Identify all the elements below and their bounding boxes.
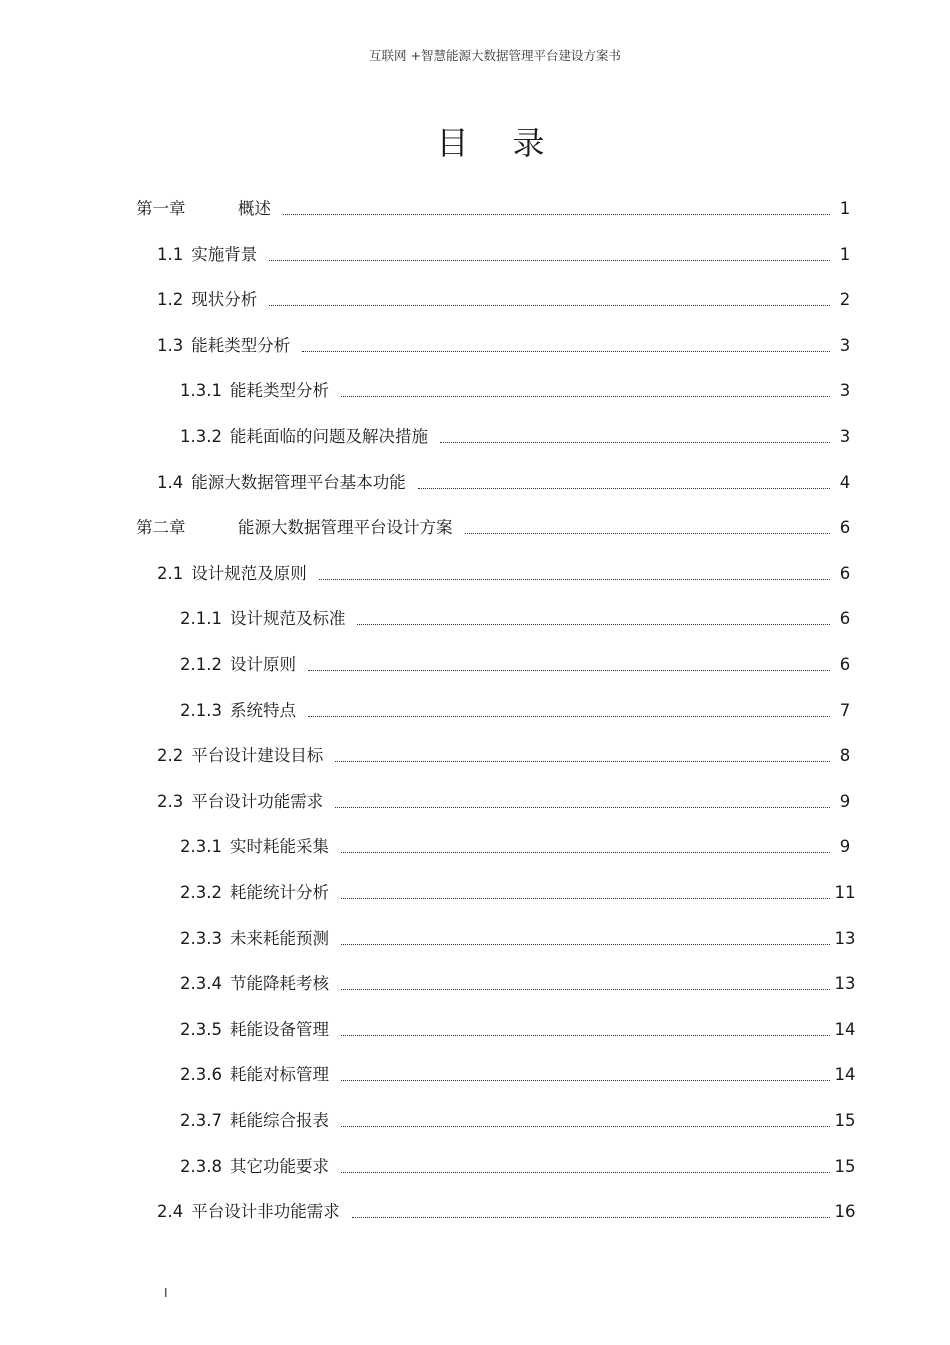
toc-dot-leader (341, 851, 830, 853)
toc-entry-number: 2.3.8 (180, 1157, 222, 1176)
toc-entry[interactable] (180, 698, 856, 722)
toc-entry-text: 未来耗能预测 (229, 929, 329, 948)
toc-entry-text: 耗能设备管理 (229, 1020, 329, 1039)
toc-entry[interactable] (180, 424, 856, 448)
toc-title: 目录 (436, 124, 589, 162)
toc-entry-label (180, 608, 345, 630)
toc-dot-leader (352, 1216, 830, 1218)
toc-entry-label (180, 654, 296, 676)
toc-entry-text: 设计规范及标准 (229, 609, 346, 628)
toc-entry-label (180, 380, 329, 402)
toc-page-number: 3 (839, 336, 851, 355)
toc-dot-leader (308, 669, 830, 671)
toc-entry-text: 耗能对标管理 (229, 1065, 329, 1084)
toc-page-number: 9 (839, 792, 851, 811)
toc-entry-number: 1.3.2 (180, 427, 222, 446)
toc-entry-number: 2.3.1 (180, 837, 222, 856)
toc-entry-text: 能耗面临的问题及解决措施 (229, 427, 428, 446)
toc-entry-number: 2.2 (157, 746, 184, 765)
toc-page-number: 11 (834, 883, 856, 902)
toc-entry[interactable] (157, 333, 856, 357)
toc-entry-number: 2.3.6 (180, 1065, 222, 1084)
toc-entry[interactable] (157, 242, 856, 266)
toc-entry-label (180, 1019, 329, 1041)
toc-page-number: 4 (839, 473, 851, 492)
toc-dot-leader (341, 988, 830, 990)
toc-entry-number: 2.1 (157, 564, 184, 583)
toc-entry[interactable] (180, 378, 856, 402)
toc-page-number: 6 (839, 655, 851, 674)
toc-dot-leader (335, 760, 830, 762)
toc-entry[interactable] (180, 1154, 856, 1178)
toc-page-number: 1 (839, 245, 851, 264)
toc-entry[interactable] (180, 606, 856, 630)
toc-entry-number: 2.3.7 (180, 1111, 222, 1130)
toc-dot-leader (269, 304, 830, 306)
toc-entry-text: 实时耗能采集 (229, 837, 329, 856)
toc-entry[interactable] (180, 834, 856, 858)
toc-entry-number: 2.3 (157, 792, 184, 811)
toc-entry-number: 1.1 (157, 245, 184, 264)
toc-dot-leader (341, 943, 830, 945)
toc-entry-text: 能耗类型分析 (191, 336, 291, 355)
toc-entry[interactable] (180, 1017, 856, 1041)
toc-entry-text: 平台设计建设目标 (191, 746, 324, 765)
toc-entry[interactable] (157, 287, 856, 311)
toc-page-number: 3 (839, 381, 851, 400)
toc-dot-leader (319, 578, 830, 580)
toc-dot-leader (440, 441, 830, 443)
toc-page-number: 15 (834, 1157, 856, 1176)
toc-entry-label (180, 973, 329, 995)
toc-page-number: 8 (839, 746, 851, 765)
toc-entry[interactable] (180, 652, 856, 676)
toc-entry-number: 2.3.3 (180, 929, 222, 948)
toc-dot-leader (308, 715, 830, 717)
toc-entry-number: 1.3 (157, 336, 184, 355)
toc-entry-label (157, 289, 257, 311)
toc-entry-number: 1.2 (157, 290, 184, 309)
toc-entry[interactable] (180, 971, 856, 995)
toc-dot-leader (341, 897, 830, 899)
toc-entry-label (157, 563, 307, 585)
page-number-footer: I (164, 1286, 168, 1300)
toc-entry-number: 第一章 (136, 199, 186, 218)
toc-entry-text: 设计规范及原则 (191, 564, 307, 583)
toc-entry-number: 2.1.3 (180, 701, 222, 720)
toc-entry-number: 2.1.2 (180, 655, 222, 674)
toc-dot-leader (283, 213, 830, 215)
toc-entry-label (180, 1064, 329, 1086)
toc-page-number: 1 (839, 199, 851, 218)
toc-entry[interactable] (136, 515, 856, 539)
toc-entry[interactable] (136, 196, 856, 220)
toc-entry-number: 1.4 (157, 473, 184, 492)
toc-page-number: 14 (834, 1065, 856, 1084)
toc-page-number: 6 (839, 609, 851, 628)
toc-entry-text: 系统特点 (229, 701, 296, 720)
toc-entry-text: 概述 (238, 199, 271, 218)
toc-entry-number: 第二章 (136, 518, 186, 537)
toc-dot-leader (465, 532, 831, 534)
toc-page-number: 13 (834, 929, 856, 948)
toc-entry-text: 节能降耗考核 (229, 974, 329, 993)
toc-entry-label (180, 700, 296, 722)
toc-entry-label (136, 198, 271, 220)
toc-dot-leader (269, 259, 830, 261)
toc-entry-text: 其它功能要求 (229, 1157, 329, 1176)
toc-page-number: 15 (834, 1111, 856, 1130)
toc-page-number: 13 (834, 974, 856, 993)
toc-entry[interactable] (157, 1199, 856, 1223)
toc-entry-label (180, 882, 329, 904)
toc-dot-leader (341, 1125, 830, 1127)
toc-page-number: 6 (839, 564, 851, 583)
toc-page-number: 2 (839, 290, 851, 309)
toc-entry-text: 能耗类型分析 (229, 381, 329, 400)
toc-entry[interactable] (180, 1062, 856, 1086)
toc-entry-number: 2.4 (157, 1202, 184, 1221)
toc-entry[interactable] (157, 789, 856, 813)
toc-entry-number: 2.1.1 (180, 609, 222, 628)
toc-entry-label (157, 791, 323, 813)
toc-entry-label (157, 472, 406, 494)
toc-entry-text: 耗能统计分析 (229, 883, 329, 902)
toc-page-number: 3 (839, 427, 851, 446)
toc-entry-label (157, 745, 323, 767)
toc-dot-leader (357, 623, 830, 625)
toc-entry[interactable] (180, 1108, 856, 1132)
toc-entry-number: 1.3.1 (180, 381, 222, 400)
toc-entry-number: 2.3.2 (180, 883, 222, 902)
toc-entry-text: 设计原则 (229, 655, 296, 674)
toc-dot-leader (341, 1171, 830, 1173)
toc-page-number: 9 (839, 837, 851, 856)
toc-page-number: 7 (839, 701, 851, 720)
toc-entry-text: 平台设计功能需求 (191, 792, 324, 811)
toc-entry-text: 现状分析 (191, 290, 258, 309)
toc-dot-leader (335, 806, 830, 808)
toc-entry[interactable] (157, 470, 856, 494)
toc-page-number: 16 (834, 1202, 856, 1221)
toc-entry-label (180, 426, 428, 448)
toc-entry-label (180, 1156, 329, 1178)
toc-entry-text: 实施背景 (191, 245, 258, 264)
toc-dot-leader (302, 350, 830, 352)
toc-entry[interactable] (180, 880, 856, 904)
toc-dot-leader (341, 395, 830, 397)
running-header: 互联网 +智慧能源大数据管理平台建设方案书 (369, 48, 621, 63)
toc-entry-label (180, 1110, 329, 1132)
toc-entry[interactable] (180, 926, 856, 950)
toc-dot-leader (418, 487, 830, 489)
toc-entry-label (157, 1201, 340, 1223)
toc-entry-label (157, 244, 257, 266)
toc-dot-leader (341, 1034, 830, 1036)
toc-entry[interactable] (157, 743, 856, 767)
toc-entry-label (136, 517, 453, 539)
toc-entry-number: 2.3.4 (180, 974, 222, 993)
toc-entry-text: 能源大数据管理平台设计方案 (238, 518, 453, 537)
toc-entry[interactable] (157, 561, 856, 585)
toc-page-number: 6 (839, 518, 851, 537)
toc-dot-leader (341, 1079, 830, 1081)
toc-entry-label (157, 335, 290, 357)
toc-page-number: 14 (834, 1020, 856, 1039)
toc-entry-text: 平台设计非功能需求 (191, 1202, 340, 1221)
toc-entry-label (180, 928, 329, 950)
toc-entry-label (180, 836, 329, 858)
toc-entry-text: 能源大数据管理平台基本功能 (191, 473, 406, 492)
toc-entry-text: 耗能综合报表 (229, 1111, 329, 1130)
toc-entry-number: 2.3.5 (180, 1020, 222, 1039)
